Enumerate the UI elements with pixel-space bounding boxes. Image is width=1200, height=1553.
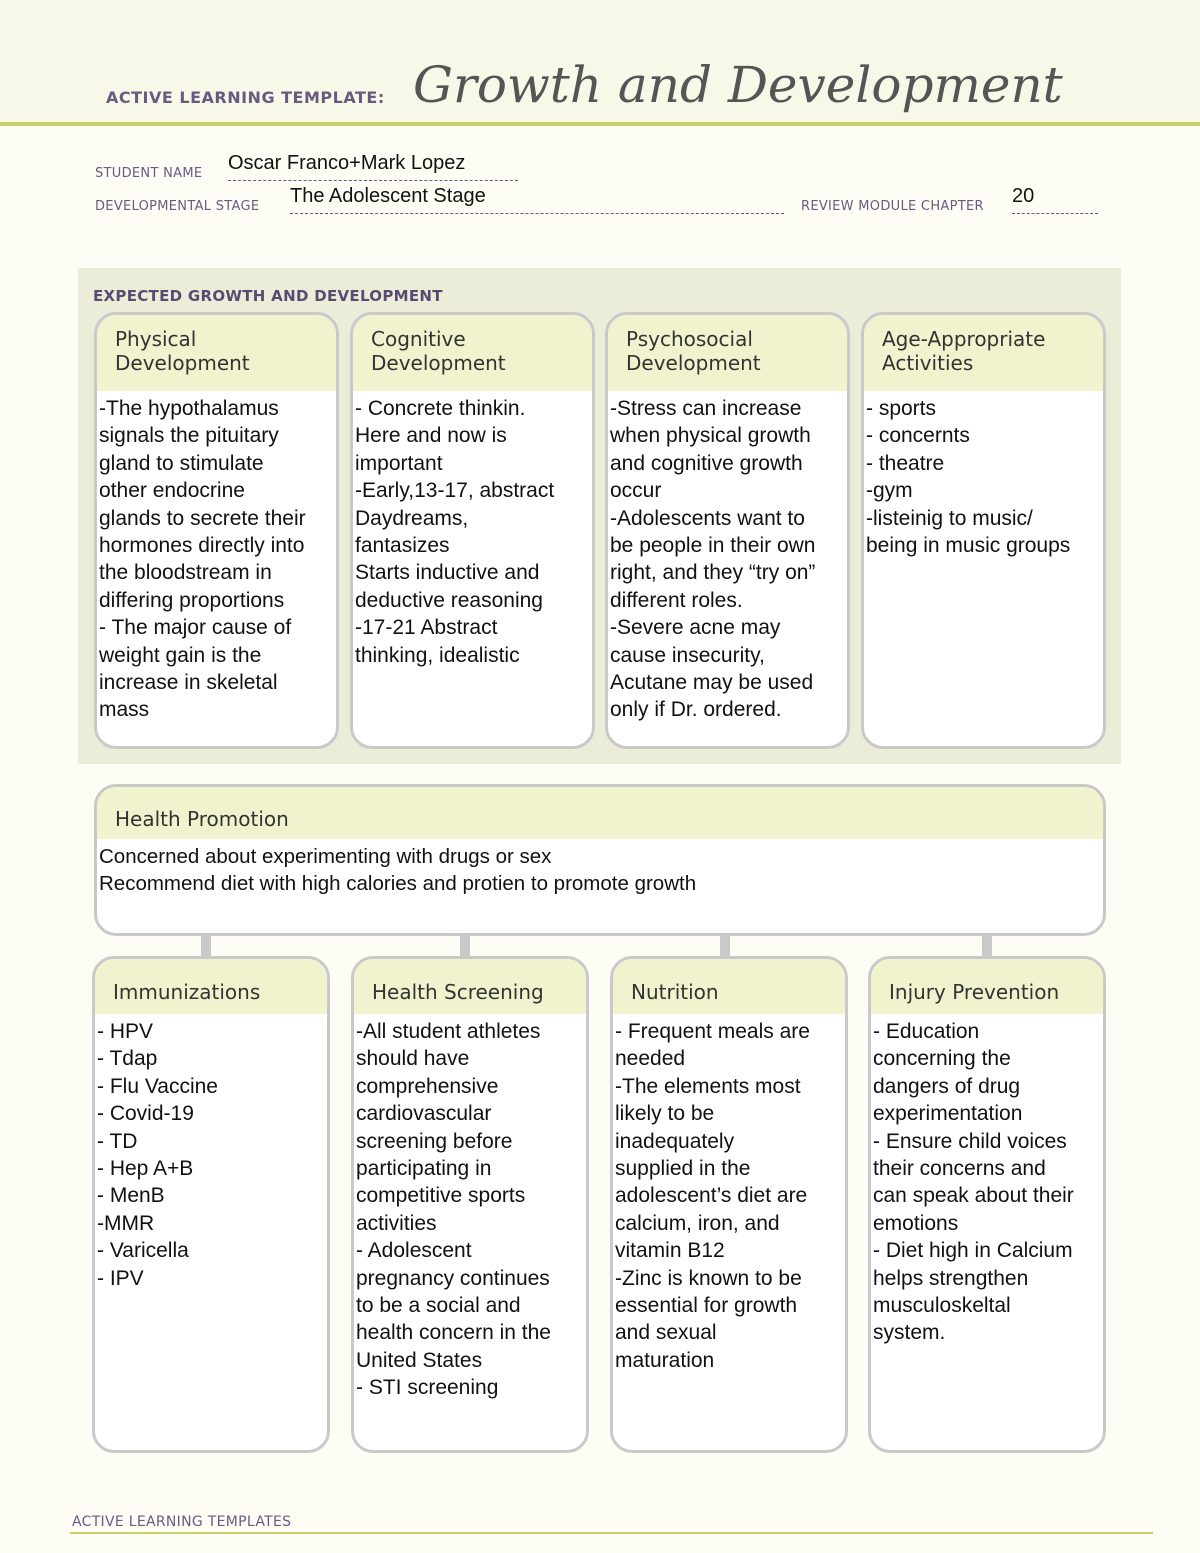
expected-growth-title: EXPECTED GROWTH AND DEVELOPMENT bbox=[93, 287, 443, 305]
age-appropriate-activities-card bbox=[861, 312, 1106, 749]
review-chapter-field[interactable]: 20 bbox=[1012, 185, 1035, 207]
student-name-line bbox=[228, 180, 518, 181]
developmental-stage-line bbox=[290, 213, 784, 214]
health-promotion-heading: Health Promotion bbox=[97, 787, 1103, 839]
physical-development-heading: Physical Development bbox=[97, 315, 336, 391]
cognitive-development-heading: Cognitive Development bbox=[353, 315, 592, 391]
header-divider bbox=[0, 122, 1200, 126]
age-appropriate-activities-heading: Age-Appropriate Activities bbox=[864, 315, 1103, 391]
connector bbox=[460, 934, 470, 956]
health-screening-card bbox=[351, 956, 589, 1453]
injury-prevention-heading: Injury Prevention bbox=[871, 959, 1103, 1014]
review-chapter-line bbox=[1012, 213, 1098, 214]
health-promotion-card bbox=[94, 784, 1106, 936]
psychosocial-development-card bbox=[605, 312, 850, 749]
cognitive-development-card bbox=[350, 312, 595, 749]
cognitive-development-text[interactable]: - Concrete thinkin. Here and now is important -Early,13-17, abstract Daydreams, fantasizes Starts inductive and deductive reasoning -17-21 Abstract thinking, idealistic bbox=[355, 397, 555, 667]
immunizations-heading: Immunizations bbox=[95, 959, 327, 1014]
student-name-label: STUDENT NAME bbox=[95, 166, 203, 181]
physical-development-text[interactable]: -The hypothalamus signals the pituitary gland to stimulate other endocrine glands to secrete their hormones directly into the bloodstream in differing proportions - The major cause of weight gain is the increase in skeletal mass bbox=[99, 397, 306, 722]
student-name-field[interactable]: Oscar Franco+Mark Lopez bbox=[228, 152, 466, 174]
physical-development-card bbox=[94, 312, 339, 749]
injury-prevention-card bbox=[868, 956, 1106, 1453]
footer-label: ACTIVE LEARNING TEMPLATES bbox=[72, 1514, 292, 1530]
developmental-stage-label: DEVELOPMENTAL STAGE bbox=[95, 199, 260, 214]
nutrition-card bbox=[610, 956, 848, 1453]
immunizations-card bbox=[92, 956, 330, 1453]
health-screening-text[interactable]: -All student athletes should have comprehensive cardiovascular screening before participating in competitive sports activities - Adolescent pregnancy continues to be a social and health concern in the United States - STI screening bbox=[356, 1020, 551, 1400]
connector bbox=[982, 934, 992, 956]
psychosocial-development-heading: Psychosocial Development bbox=[608, 315, 847, 391]
nutrition-text[interactable]: - Frequent meals are needed -The elements most likely to be inadequately supplied in the adolescent’s diet are calcium, iron, and vitamin B12 -Zinc is known to be essential for growth and sexual maturation bbox=[615, 1020, 810, 1372]
review-chapter-label: REVIEW MODULE CHAPTER bbox=[801, 199, 984, 214]
immunizations-text[interactable]: - HPV - Tdap - Flu Vaccine - Covid-19 - TD - Hep A+B - MenB -MMR - Varicella - IPV bbox=[97, 1020, 218, 1290]
footer-divider bbox=[70, 1532, 1153, 1534]
page-title: Growth and Development bbox=[413, 56, 1063, 114]
injury-prevention-text[interactable]: - Education concerning the dangers of drug experimentation - Ensure child voices their concerns and can speak about their emotions - Diet high in Calcium helps strengthen musculoskeltal system. bbox=[873, 1020, 1074, 1345]
health-promotion-text[interactable]: Concerned about experimenting with drugs or sex Recommend diet with high calories and protien to promote growth bbox=[99, 845, 697, 896]
health-screening-heading: Health Screening bbox=[354, 959, 586, 1014]
developmental-stage-field[interactable]: The Adolescent Stage bbox=[290, 185, 486, 207]
age-appropriate-activities-text[interactable]: - sports - concernts - theatre -gym -listeinig to music/ being in music groups bbox=[866, 397, 1071, 558]
psychosocial-development-text[interactable]: -Stress can increase when physical growth and cognitive growth occur -Adolescents want to be people in their own right, and they “try on” different roles. -Severe acne may cause insecurity, Acutane may be used only if Dr. ordered. bbox=[610, 397, 816, 722]
template-label: ACTIVE LEARNING TEMPLATE: bbox=[106, 88, 385, 107]
connector bbox=[720, 934, 730, 956]
nutrition-heading: Nutrition bbox=[613, 959, 845, 1014]
connector bbox=[201, 934, 211, 956]
